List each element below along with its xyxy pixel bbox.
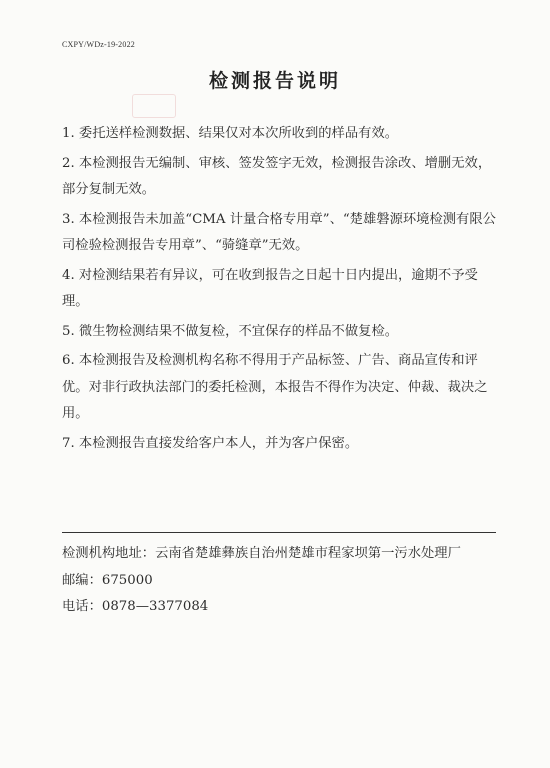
notice-clause: 3. 本检测报告未加盖“CMA 计量合格专用章”、“楚雄磐源环境检测有限公司检验检测报告专用章”、“骑缝章”无效。 <box>62 211 496 253</box>
notice-clause: 2. 本检测报告无编制、审核、签发签字无效，检测报告涂改、增删无效，部分复制无效。 <box>62 155 492 197</box>
notice-clause: 7. 本检测报告直接发给客户本人，并为客户保密。 <box>62 435 359 451</box>
notice-clause: 5. 微生物检测结果不做复检，不宜保存的样品不做复检。 <box>62 323 399 339</box>
faded-stamp-mark <box>132 94 176 118</box>
institution-phone: 电话：0878—3377084 <box>62 599 209 614</box>
page-title: 检测报告说明 <box>208 70 341 92</box>
section-divider <box>62 532 496 533</box>
institution-address: 检测机构地址：云南省楚雄彝族自治州楚雄市程家坝第一污水处理厂 <box>62 546 461 561</box>
notice-clause: 1. 委托送样检测数据、结果仅对本次所收到的样品有效。 <box>62 126 399 141</box>
document-code: CXPY/WDz-19-2022 <box>62 40 135 49</box>
notice-clause: 6. 本检测报告及检测机构名称不得用于产品标签、广告、商品宣传和评优。对非行政执法部门的委托检测，本报告不得作为决定、仲裁、裁决之用。 <box>62 353 488 421</box>
institution-postcode: 邮编：675000 <box>62 572 153 588</box>
notice-clause: 4. 对检测结果若有异议，可在收到报告之日起十日内提出，逾期不予受理。 <box>62 267 478 309</box>
notice-clause-list <box>62 121 502 460</box>
institution-contact-info <box>62 541 512 621</box>
